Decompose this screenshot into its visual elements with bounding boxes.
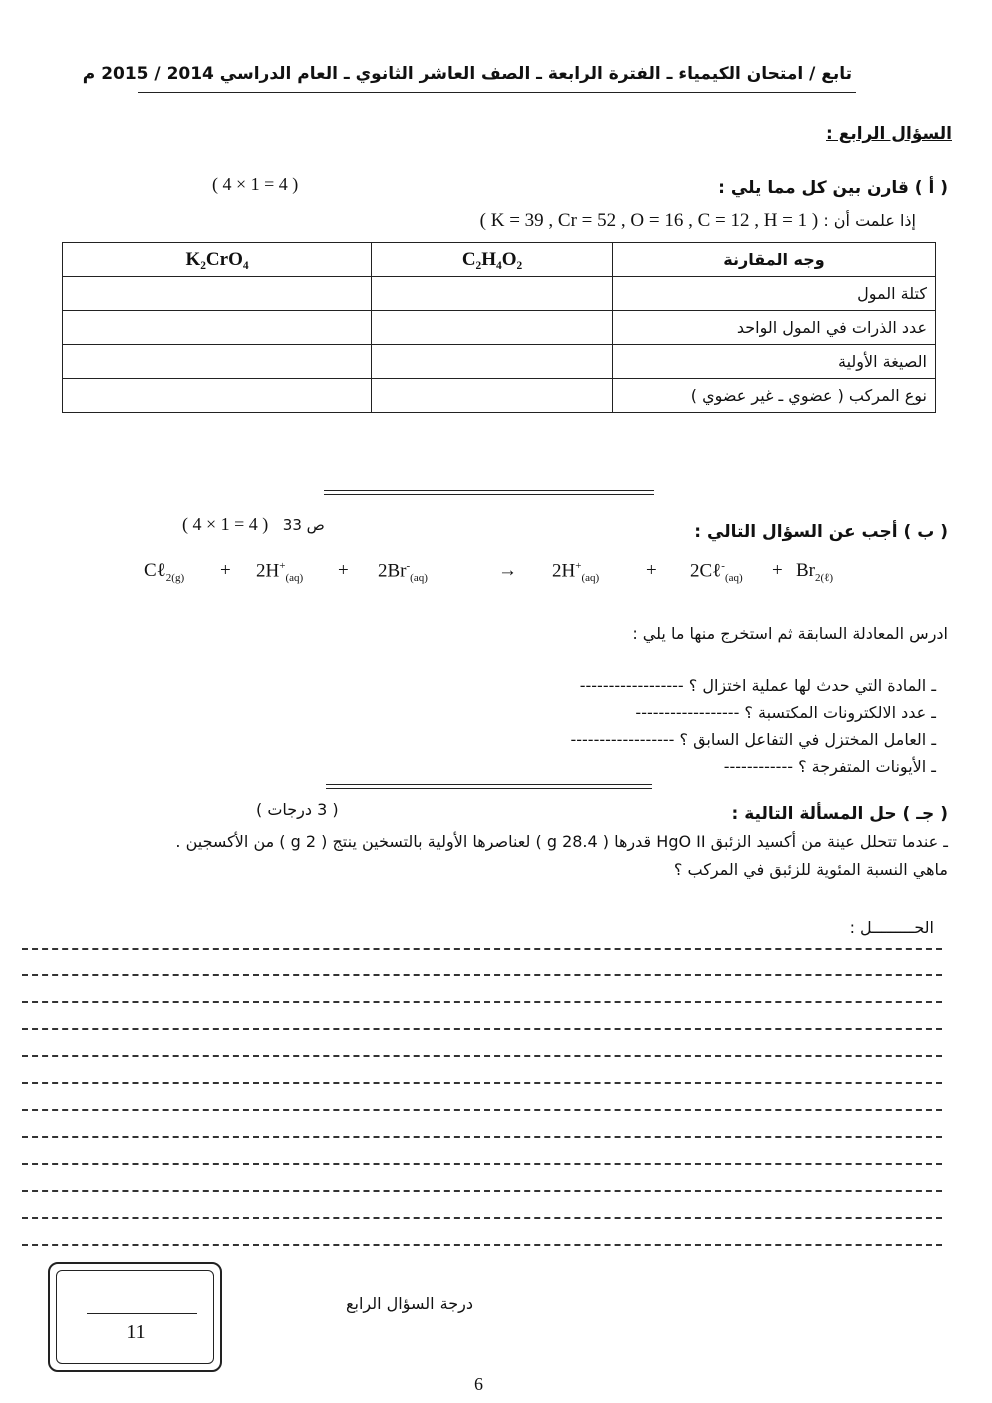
redox-equation	[0, 560, 992, 590]
table-header-aspect: وجه المقارنة	[613, 243, 936, 277]
part-b-marks-group	[182, 514, 325, 535]
answer-line[interactable]	[22, 1163, 942, 1165]
part-a-label: ( أ ) قارن بين كل مما يلي :	[718, 178, 948, 198]
solution-label: الحـــــــــل :	[849, 918, 934, 937]
grade-box-inner-frame	[56, 1270, 214, 1364]
part-b-label: ( ب ) أجب عن السؤال التالي :	[694, 522, 948, 542]
answer-line[interactable]	[22, 1136, 942, 1138]
answer-line[interactable]	[22, 1109, 942, 1111]
row-label: عدد الذرات في المول الواحد	[613, 311, 936, 345]
equation-term-bromine: $Br_{2(\ell)}$	[796, 560, 834, 584]
answer-cell[interactable]	[63, 277, 372, 311]
section-separator	[324, 490, 654, 495]
row-label: نوع المركب ( عضوي ـ غير عضوي )	[613, 379, 936, 413]
answer-line[interactable]	[22, 974, 942, 976]
given-prefix: إذا علمت أن :	[823, 211, 916, 230]
question-title: السؤال الرابع :	[826, 124, 952, 144]
answer-cell[interactable]	[63, 379, 372, 413]
grade-box	[48, 1262, 222, 1372]
answer-line[interactable]	[22, 1028, 942, 1030]
answer-cell[interactable]	[372, 277, 613, 311]
table-row	[63, 379, 936, 413]
equation-term-bromide: $2Br^-_{(aq)}$	[378, 560, 428, 585]
part-a-marks: ( 4 × 1 = 4 )	[212, 174, 299, 194]
question-item: ـ عدد الالكترونات المكتسبة ؟ ------------------	[635, 703, 936, 722]
answer-cell[interactable]	[63, 311, 372, 345]
question-item: ـ الأيونات المتفرجة ؟ ------------	[723, 757, 936, 776]
equation-plus: +	[772, 560, 783, 581]
table-header-c2h4o2: C₂H₄O₂	[372, 243, 613, 277]
equation-arrow: →	[498, 560, 517, 581]
problem-text-line2: ماهي النسبة المئوية للزئبق في المركب ؟	[673, 860, 948, 879]
question-item: ـ المادة التي حدث لها عملية اختزال ؟ ------------------	[579, 676, 936, 695]
part-a-given	[480, 210, 916, 232]
equation-plus: +	[220, 560, 231, 581]
grade-label: درجة السؤال الرابع	[346, 1294, 473, 1313]
comparison-table	[62, 242, 936, 413]
answer-line[interactable]	[22, 948, 942, 950]
table-header-k2cro4: K₂CrO₄	[63, 243, 372, 277]
equation-term-chlorine: Cℓ$_{2(g)}$	[144, 560, 185, 584]
answer-line[interactable]	[22, 1190, 942, 1192]
table-row	[63, 345, 936, 379]
answer-line[interactable]	[22, 1082, 942, 1084]
row-label: كتلة المول	[613, 277, 936, 311]
table-header-row	[63, 243, 936, 277]
table-row	[63, 311, 936, 345]
given-values: ( K = 39 , Cr = 52 , O = 16 , C = 12 , H = 1 )	[479, 210, 819, 231]
page-number: 6	[474, 1374, 483, 1394]
answer-cell[interactable]	[63, 345, 372, 379]
problem-text-line1: ـ عندما تتحلل عينة من أكسيد الزئبق HgO II قدرها ( 28.4 g ) لعناصرها الأولية بالتسخين ينتج ( 2 g ) من الأكسجين .	[175, 832, 948, 851]
answer-line[interactable]	[22, 1217, 942, 1219]
grade-total: 11	[126, 1321, 146, 1343]
question-item: ـ العامل المختزل في التفاعل السابق ؟ ------------------	[570, 730, 936, 749]
equation-term-hydrogen-ion-product: $2H^+_{(aq)}$	[552, 560, 600, 585]
part-c-marks: ( 3 درجات )	[256, 800, 339, 819]
equation-plus: +	[646, 560, 657, 581]
part-c-label: ( جـ ) حل المسألة التالية :	[731, 804, 948, 824]
page-reference: ص 33	[282, 516, 325, 534]
part-b-instruction: ادرس المعادلة السابقة ثم استخرج منها ما يلي :	[632, 624, 948, 643]
header-underline	[138, 92, 856, 93]
answer-cell[interactable]	[372, 345, 613, 379]
row-label: الصيغة الأولية	[613, 345, 936, 379]
answer-cell[interactable]	[372, 311, 613, 345]
section-separator	[326, 784, 652, 789]
answer-line[interactable]	[22, 1055, 942, 1057]
answer-line[interactable]	[22, 1244, 942, 1246]
equation-term-chloride: 2Cℓ-$_{(aq)}$	[690, 560, 743, 585]
page-header: تابع / امتحان الكيمياء ـ الفترة الرابعة ـ الصف العاشر الثانوي ـ العام الدراسي 2014 / 2015 م	[82, 64, 852, 84]
part-b-marks: ( 4 × 1 = 4 )	[182, 514, 269, 534]
equation-plus: +	[338, 560, 349, 581]
score-blank-line[interactable]	[87, 1313, 197, 1314]
table-row	[63, 277, 936, 311]
answer-cell[interactable]	[372, 379, 613, 413]
equation-term-hydrogen-ion: $2H^+_{(aq)}$	[256, 560, 304, 585]
answer-line[interactable]	[22, 1001, 942, 1003]
